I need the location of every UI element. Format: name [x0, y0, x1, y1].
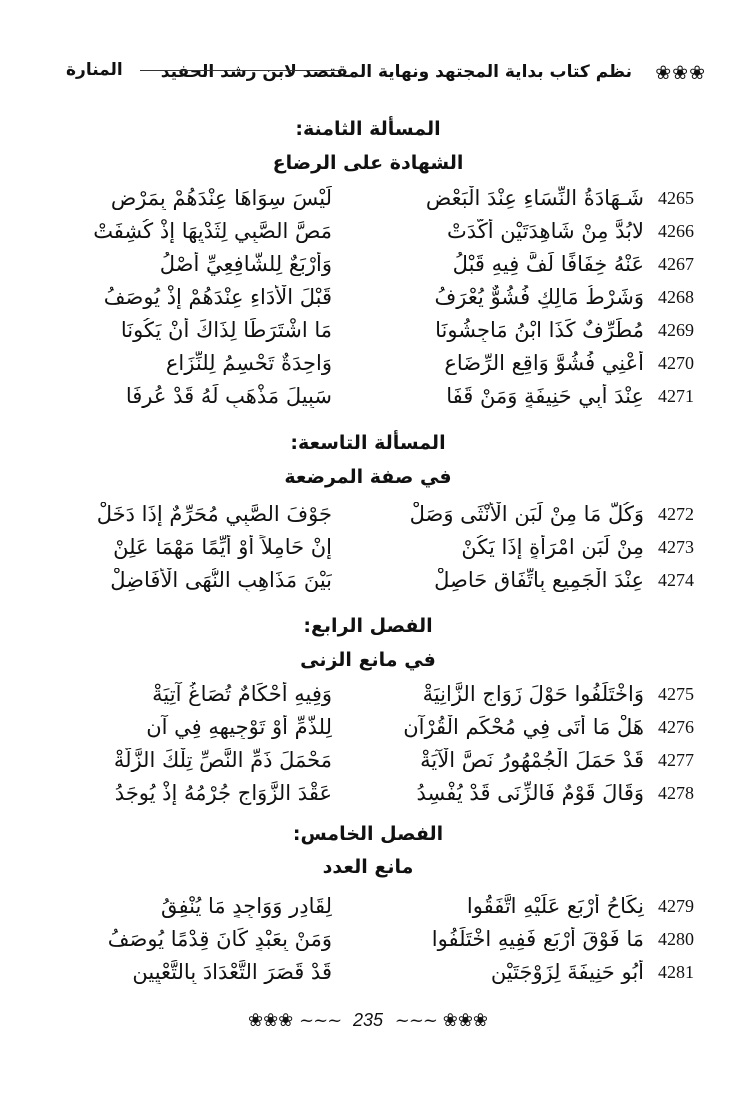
second-hemistich: مَصَّ الصَّبِي لِثَدْيِهَا إِذْ كُشِفَتْ — [93, 219, 332, 243]
verse-line — [0, 351, 736, 381]
first-hemistich: قَدْ حَمَلَ الْجُمْهُورُ نَصَّ الْآيَةْ — [420, 748, 644, 772]
verse-line — [0, 502, 736, 532]
section-heading: الفصل الرابع: — [303, 615, 433, 637]
verse-line — [0, 748, 736, 778]
verse-number: 4274 — [658, 570, 694, 590]
verse-line — [0, 535, 736, 565]
second-hemistich: قَدْ قَصَرَ التَّعْدَادَ بِالتَّعْيِينِ — [132, 960, 332, 984]
section-heading: المسألة التاسعة: — [290, 432, 446, 454]
verse-number: 4278 — [658, 783, 694, 803]
verse-number: 4281 — [658, 962, 694, 982]
book-title: نظم كتاب بداية المجتهد ونهاية المقتصد لابن رشد الحفيد — [160, 62, 632, 82]
verse-number: 4271 — [658, 386, 694, 406]
second-hemistich: مَحْمَلَ ذَمِّ النَّصِّ تِلْكَ الزَّلَّةْ — [113, 748, 332, 772]
first-hemistich: مَا فَوْقَ أَرْبَعٍ فَفِيهِ اخْتَلَفُوا — [431, 927, 644, 951]
first-hemistich: وَاخْتَلَفُوا حَوْلَ زَوَاجِ الزَّانِيَةْ — [422, 682, 644, 706]
first-hemistich: شَـهَادَةُ النِّسَاءِ عِنْدَ الْبَعْضِ — [425, 186, 644, 210]
verse-number: 4268 — [658, 287, 694, 307]
verse-number: 4273 — [658, 537, 694, 557]
second-hemistich: جَوْفَ الصَّبِي مُحَرِّمٌ إِذَا دَخَلْ — [96, 502, 332, 526]
first-hemistich: لابُدَّ مِنْ شَاهِدَتَيْنِ أَكَّدَتْ — [447, 219, 644, 243]
section-subheading: في صفة المرضعة — [284, 466, 452, 488]
first-hemistich: مِنْ لَبَنِ امْرَأَةٍ إِذَا يَكُنْ — [461, 535, 644, 559]
section-subheading: في مانع الزنى — [300, 649, 436, 671]
first-hemistich: هَلْ مَا أَتَى فِي مُحْكَمِ الْقُرْآنِ — [403, 715, 644, 739]
first-hemistich: عَنْهُ خِفَافًا لَفَّ فِيهِ قَبْلُ — [452, 252, 644, 276]
section-heading: المسألة الثامنة: — [295, 118, 441, 140]
second-hemistich: سَبِيلَ مَذْهَبٍ لَهُ قَدْ عُرِفَا — [125, 384, 332, 408]
verse-line — [0, 384, 736, 414]
second-hemistich: وَمَنْ بِعَبْدٍ كَانَ قِدْمًا يُوصَفُ — [107, 927, 332, 951]
verse-number: 4266 — [658, 221, 694, 241]
flower-ornament-icon: ❀❀❀ — [442, 1010, 488, 1031]
second-hemistich: وَأَرْبَعٌ لِلشَّافِعِيِّ أَصْلُ — [159, 252, 332, 276]
first-hemistich: عِنْدَ الْجَمِيعِ بِاتِّفَاقٍ حَاصِلْ — [434, 568, 644, 592]
first-hemistich: وَشَرْطُ مَالِكٍ فُشُوٌّ يُعْرَفُ — [434, 285, 644, 309]
verse-line — [0, 960, 736, 990]
first-hemistich: أَعْنِي فُشُوَّ وَاقِعِ الرِّضَاعِ — [444, 351, 644, 375]
second-hemistich: قَبْلَ الْأَدَاءِ عِنْدَهُمْ إِذْ يُوصَفُ — [103, 285, 332, 309]
verse-number: 4280 — [658, 929, 694, 949]
second-hemistich: عَقْدَ الزَّوَاجِ جُرْمُهُ إِذْ يُوجَدُ — [114, 781, 332, 805]
first-hemistich: عِنْدَ أَبِي حَنِيفَةٍ وَمَنْ قَفَا — [446, 384, 644, 408]
page-number: 235 — [352, 1010, 384, 1030]
verse-number: 4279 — [658, 896, 694, 916]
second-hemistich: لِقَادِرٍ وَوَاجِدٍ مَا يُنْفِقُ — [160, 894, 332, 918]
section-subheading: الشهادة على الرضاع — [272, 152, 464, 174]
footer-dash: ~~~ — [298, 1010, 342, 1031]
section-subheading: مانع العدد — [322, 856, 414, 878]
verse-number: 4267 — [658, 254, 694, 274]
verse-number: 4265 — [658, 188, 694, 208]
second-hemistich: لَيْسَ سِوَاهَا عِنْدَهُمْ بِمَرْضِ — [110, 186, 332, 210]
flower-ornament-icon: ❀❀❀ — [655, 62, 706, 84]
verse-number: 4272 — [658, 504, 694, 524]
verse-line — [0, 252, 736, 282]
second-hemistich: إِنْ حَامِلاً أَوْ أَيِّمًا مَهْمَا عَلِنْ — [113, 535, 332, 559]
verse-number: 4277 — [658, 750, 694, 770]
header-rule — [140, 70, 346, 71]
second-hemistich: مَا اشْتَرَطَا لِذَاكَ أَنْ يَكُونَا — [120, 318, 332, 342]
verse-number: 4276 — [658, 717, 694, 737]
verse-line — [0, 186, 736, 216]
verse-number: 4269 — [658, 320, 694, 340]
verse-number: 4275 — [658, 684, 694, 704]
footer-dash: ~~~ — [394, 1010, 437, 1031]
first-hemistich: نِكَاحُ أَرْبَعٍ عَلَيْهِ اتَّفَقُوا — [466, 894, 644, 918]
verse-line — [0, 715, 736, 745]
verse-line — [0, 318, 736, 348]
verse-line — [0, 682, 736, 712]
verse-line — [0, 219, 736, 249]
second-hemistich: وَفِيهِ أَحْكَامٌ تُصَاغُ آتِيَةْ — [152, 682, 332, 706]
verse-line — [0, 894, 736, 924]
verse-number: 4270 — [658, 353, 694, 373]
verse-line — [0, 568, 736, 598]
first-hemistich: وَقَالَ قَوْمٌ فَالزِّنَى قَدْ يُفْسِدُ — [416, 781, 644, 805]
page-footer — [0, 1010, 736, 1031]
section-heading: الفصل الخامس: — [292, 823, 444, 845]
verse-line — [0, 927, 736, 957]
flower-ornament-icon: ❀❀❀ — [248, 1010, 294, 1031]
verse-line — [0, 781, 736, 811]
first-hemistich: مُطَرِّفٌ كَذَا ابْنُ مَاجِشُونَا — [435, 318, 644, 342]
verse-line — [0, 285, 736, 315]
site-name: المنارة — [66, 60, 123, 80]
second-hemistich: لِلذَّمِّ أَوْ تَوْجِيهِهِ فِي آنِ — [146, 715, 332, 739]
first-hemistich: أَبُو حَنِيفَةَ لِزَوْجَتَيْنِ — [490, 960, 644, 984]
second-hemistich: وَاحِدَةٌ تَحْسِمُ لِلنِّزَاعِ — [165, 351, 332, 375]
first-hemistich: وَكُلُّ مَا مِنْ لَبَنِ الْأُنْثَى وَصَلْ — [409, 502, 644, 526]
second-hemistich: بَيْنَ مَذَاهِبِ النُّهَى الْأَفَاضِلْ — [110, 568, 332, 592]
running-header — [66, 58, 706, 92]
